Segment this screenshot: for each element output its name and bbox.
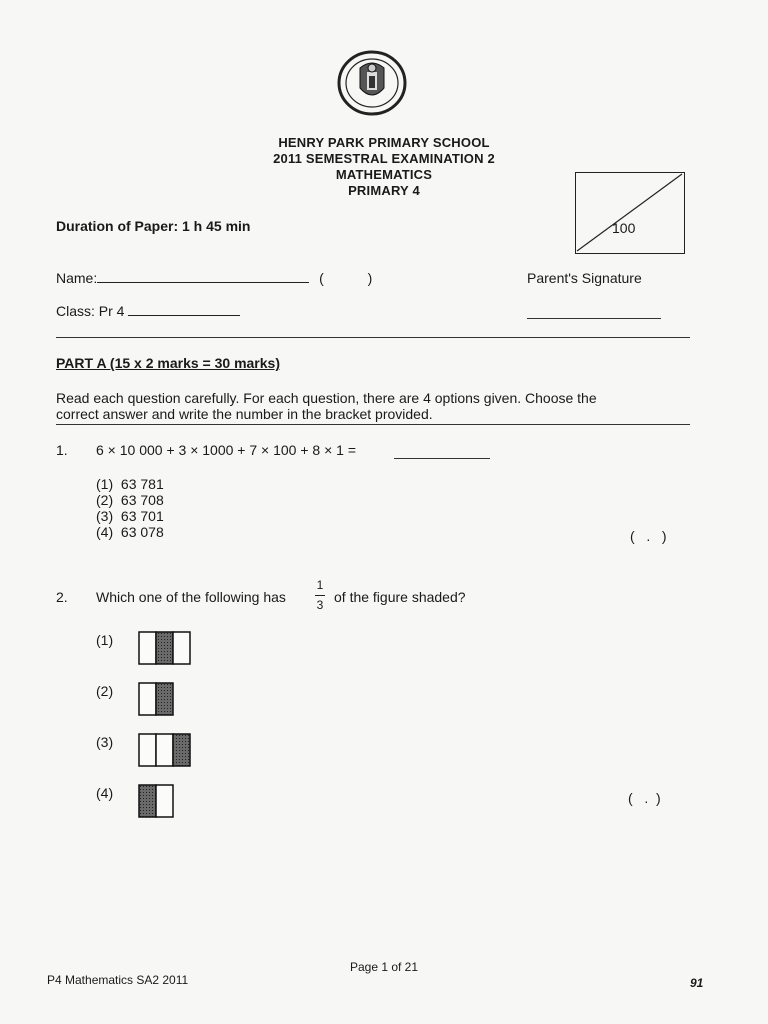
- unshaded-part: [139, 734, 156, 766]
- unshaded-part: [156, 734, 173, 766]
- q2-answer-bracket[interactable]: ( . ): [628, 790, 661, 806]
- q2-option-3-label[interactable]: (3): [96, 734, 114, 750]
- instructions-underline: [56, 424, 690, 425]
- unshaded-part: [139, 632, 156, 664]
- unshaded-part: [173, 632, 190, 664]
- page-number: Page 1 of 21: [349, 960, 419, 974]
- name-label: Name:: [56, 270, 98, 286]
- index-open-paren: (: [319, 270, 324, 286]
- exam-title: 2011 SEMESTRAL EXAMINATION 2: [273, 151, 495, 166]
- footer-right-mark: 91: [690, 976, 704, 990]
- q2-text-after: of the figure shaded?: [334, 589, 466, 605]
- q2-option-2-label[interactable]: (2): [96, 683, 114, 699]
- option-label: (1): [96, 476, 114, 492]
- class-row: [56, 303, 240, 319]
- divider-line: [56, 337, 690, 338]
- school-name: HENRY PARK PRIMARY SCHOOL: [278, 135, 490, 150]
- q1-option-1[interactable]: [96, 476, 164, 492]
- fraction-figure: [137, 681, 175, 717]
- q1-text: 6 × 10 000 + 3 × 1000 + 7 × 100 + 8 × 1 =: [96, 442, 357, 458]
- part-a-title: PART A (15 x 2 marks = 30 marks): [56, 355, 280, 371]
- duration-label: Duration of Paper: 1 h 45 min: [56, 218, 251, 234]
- option-label: (3): [96, 508, 114, 524]
- fraction-numerator: 1: [316, 578, 324, 592]
- school-crest-logo: [336, 50, 408, 116]
- q1-answer-bracket[interactable]: ( . ): [630, 528, 667, 544]
- option-label: (4): [96, 524, 114, 540]
- option-value: 63 701: [120, 508, 164, 524]
- name-field[interactable]: [97, 270, 309, 283]
- fraction-bar: [315, 595, 325, 596]
- q1-option-2[interactable]: [96, 492, 164, 508]
- index-close-paren: ): [367, 270, 373, 286]
- score-total: 100: [612, 220, 636, 236]
- option-label: (2): [96, 492, 114, 508]
- score-diagonal: [576, 173, 683, 252]
- q2-option-1-label[interactable]: (1): [96, 632, 114, 648]
- shaded-part: [139, 785, 156, 817]
- class-field[interactable]: [128, 303, 240, 316]
- fraction-figure: [137, 630, 192, 666]
- class-label: Class: Pr 4: [56, 303, 125, 319]
- option-value: 63 078: [120, 524, 164, 540]
- shaded-part: [173, 734, 190, 766]
- q1-option-3[interactable]: [96, 508, 164, 524]
- q1-option-4[interactable]: [96, 524, 164, 540]
- fraction-denominator: 3: [316, 598, 324, 612]
- fraction-figure: [137, 783, 175, 819]
- score-box: [575, 172, 685, 254]
- instructions-line-1: Read each question carefully. For each question, there are 4 options given. Choose the: [56, 390, 597, 406]
- unshaded-part: [156, 785, 173, 817]
- q2-option-3-figure[interactable]: [137, 732, 192, 773]
- q1-number: 1.: [56, 442, 68, 458]
- q2-option-2-figure[interactable]: [137, 681, 175, 722]
- option-value: 63 708: [120, 492, 164, 508]
- level-title: PRIMARY 4: [348, 183, 420, 198]
- fraction-figure: [137, 732, 192, 768]
- q2-option-4-label[interactable]: (4): [96, 785, 114, 801]
- q2-number: 2.: [56, 589, 68, 605]
- parent-signature-label: Parent's Signature: [527, 270, 642, 286]
- subject-title: MATHEMATICS: [335, 167, 433, 182]
- q2-text-before: Which one of the following has: [96, 589, 286, 605]
- q1-answer-line[interactable]: [394, 458, 490, 459]
- parent-signature-field[interactable]: [527, 318, 661, 319]
- option-value: 63 781: [120, 476, 164, 492]
- name-row: [56, 270, 372, 286]
- q2-option-1-figure[interactable]: [137, 630, 192, 671]
- footer-left-text: P4 Mathematics SA2 2011: [47, 973, 189, 987]
- unshaded-part: [139, 683, 156, 715]
- shaded-part: [156, 632, 173, 664]
- q2-option-4-figure[interactable]: [137, 783, 175, 824]
- instructions-line-2: correct answer and write the number in the bracket provided.: [56, 406, 433, 422]
- shaded-part: [156, 683, 173, 715]
